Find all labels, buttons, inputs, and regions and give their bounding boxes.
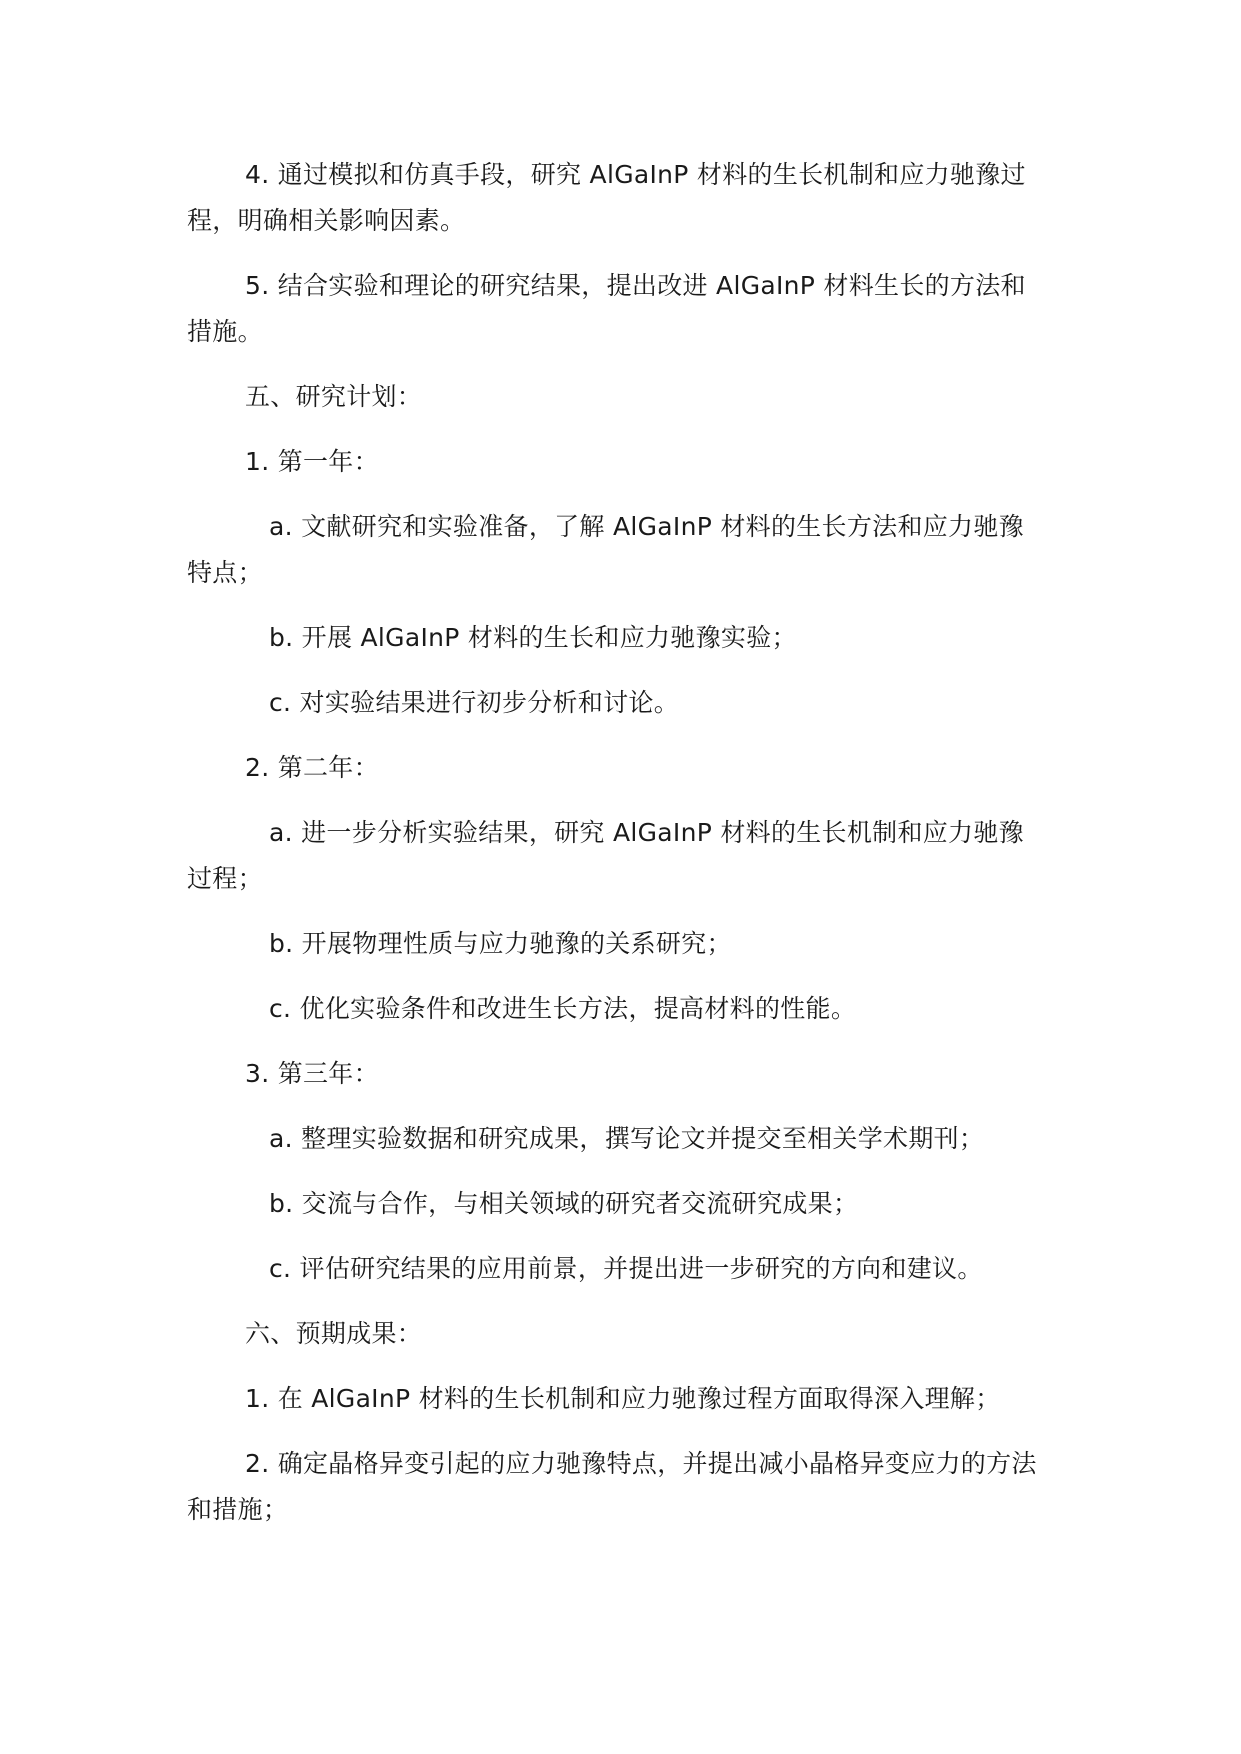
plan-year-3-heading: 3. 第三年： bbox=[245, 1059, 379, 1088]
plan-year-3-item-a: a. 整理实验数据和研究成果，撰写论文并提交至相关学术期刊； bbox=[269, 1124, 985, 1153]
plan-year-2-heading: 2. 第二年： bbox=[245, 753, 379, 782]
document-body bbox=[187, 152, 1037, 1533]
plan-year-2-item-a: a. 进一步分析实验结果，研究 AlGaInP 材料的生长机制和应力驰豫过程； bbox=[187, 818, 1024, 893]
paragraph-item-4-simulation: 4. 通过模拟和仿真手段，研究 AlGaInP 材料的生长机制和应力驰豫过程，明确相关影响因素。 bbox=[187, 160, 1026, 235]
plan-year-3-item-b: b. 交流与合作，与相关领域的研究者交流研究成果； bbox=[269, 1189, 859, 1218]
plan-year-3-item-c: c. 评估研究结果的应用前景，并提出进一步研究的方向和建议。 bbox=[269, 1254, 983, 1283]
paragraph-item-5-improvement: 5. 结合实验和理论的研究结果，提出改进 AlGaInP 材料生长的方法和措施。 bbox=[187, 271, 1026, 346]
section-heading-research-plan: 五、研究计划： bbox=[245, 382, 423, 411]
plan-year-1-heading: 1. 第一年： bbox=[245, 447, 379, 476]
plan-year-1-item-a: a. 文献研究和实验准备，了解 AlGaInP 材料的生长方法和应力驰豫特点； bbox=[187, 512, 1024, 587]
plan-year-2-item-b: b. 开展物理性质与应力驰豫的关系研究； bbox=[269, 929, 732, 958]
expected-result-item-1: 1. 在 AlGaInP 材料的生长机制和应力驰豫过程方面取得深入理解； bbox=[245, 1384, 1001, 1413]
expected-result-item-2: 2. 确定晶格异变引起的应力驰豫特点，并提出减小晶格异变应力的方法和措施； bbox=[187, 1449, 1037, 1524]
plan-year-2-item-c: c. 优化实验条件和改进生长方法，提高材料的性能。 bbox=[269, 994, 857, 1023]
plan-year-1-item-b: b. 开展 AlGaInP 材料的生长和应力驰豫实验； bbox=[269, 623, 797, 652]
section-heading-expected-results: 六、预期成果： bbox=[245, 1319, 423, 1348]
plan-year-1-item-c: c. 对实验结果进行初步分析和讨论。 bbox=[269, 688, 680, 717]
